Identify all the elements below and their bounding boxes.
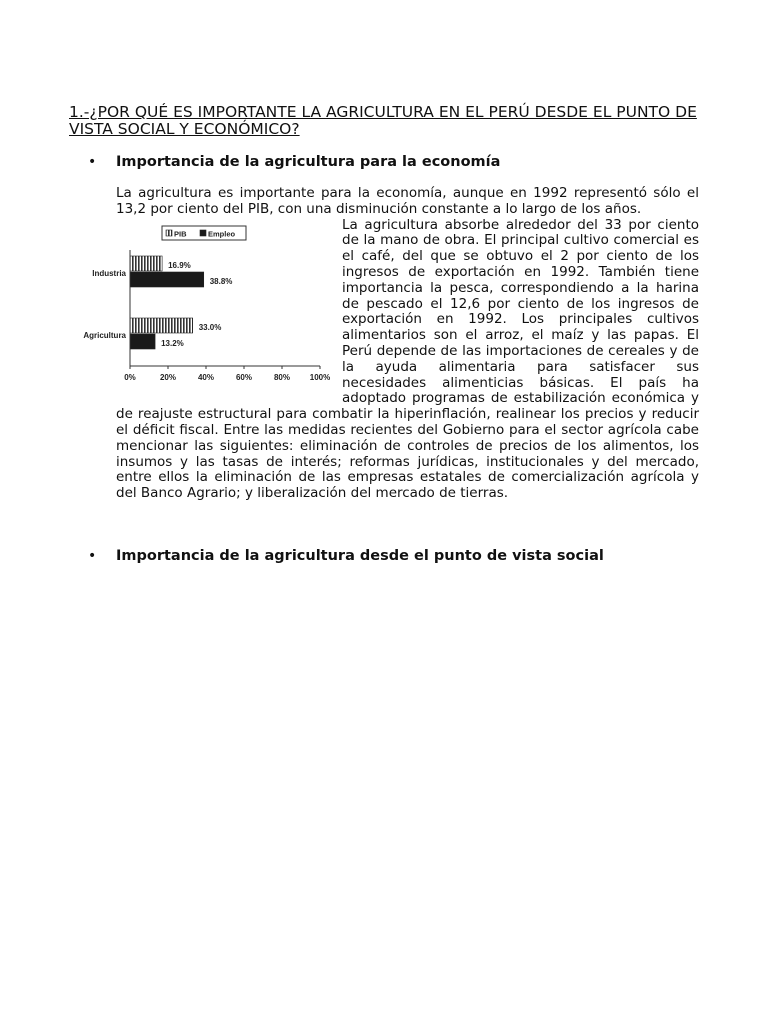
bullet-social <box>88 548 604 564</box>
bullet-economia <box>88 154 500 170</box>
x-tick-label: 80% <box>273 372 291 382</box>
legend-label-empleo: Empleo <box>208 229 236 239</box>
category-label-agricultura: Agricultura <box>83 330 126 340</box>
section-heading-economia: Importancia de la agricultura para la economía <box>116 154 501 170</box>
category-label-industria: Industria <box>92 268 126 278</box>
x-tick-label: 0% <box>124 372 136 382</box>
bar-industria-pib <box>130 256 162 271</box>
bar-agricultura-pib <box>130 318 193 333</box>
bar-chart-svg <box>66 220 336 396</box>
x-tick-label: 40% <box>197 372 215 382</box>
x-tick-label: 20% <box>159 372 177 382</box>
bar-industria-empleo <box>130 272 204 287</box>
bar-chart <box>66 220 336 396</box>
bullet-icon: • <box>88 154 97 170</box>
data-label-agricultura-empleo: 13.2% <box>161 338 184 348</box>
legend-label-pib: PIB <box>174 229 187 239</box>
legend-swatch-pib <box>166 230 172 236</box>
legend-swatch-empleo <box>200 230 206 236</box>
data-label-agricultura-pib: 33.0% <box>198 322 222 332</box>
x-tick-label: 100% <box>309 372 331 382</box>
x-tick-label: 60% <box>235 372 253 382</box>
paragraph-body: La agricultura absorbe alrededor del 33 por ciento de la mano de obra. El principal cultivo comercial es el café, del que se obtuvo el 2 por ciento de los ingresos de exportación en 1992. También tiene importancia la pesca, correspondiendo a la harina de pescado el 12,6 por ciento de los ingresos de exportación en 1992. Los principales cultivos alimentarios son el arroz, el maíz y las papas. El Perú depende de las importaciones de cereales y de la ayuda alimentaria para satisfacer sus necesidades alimenticias básicas. El país ha adoptado programas de estabilización económica y de reajuste estructural para combatir la hiperinflación, realinear los precios y reducir el déficit fiscal. Entre las medidas recientes del Gobierno para el sector agrícola cabe mencionar las siguientes: eliminación de controles de precios de los alimentos, los insumos y las tasas de interés; reformas jurídicas, institucionales y del mercado, entre ellos la eliminación de las empresas estatales de comercialización agrícola y del Banco Agrario; y liberalización del mercado de tierras. <box>116 216 699 502</box>
economia-paragraph <box>83 185 699 502</box>
bullet-icon: • <box>88 548 97 564</box>
data-label-industria-empleo: 38.8% <box>209 276 233 286</box>
data-label-industria-pib: 16.9% <box>168 260 191 270</box>
section-heading-social: Importancia de la agricultura desde el punto de vista social <box>116 548 604 564</box>
page-title: 1.-¿POR QUÉ ES IMPORTANTE LA AGRICULTURA EN EL PERÚ DESDE EL PUNTO DE VISTA SOCIAL Y ECONÓMICO? <box>69 103 697 138</box>
paragraph-intro: La agricultura es importante para la economía, aunque en 1992 representó sólo el 13,2 por ciento del PIB, con una disminución constante a lo largo de los años. <box>116 185 699 217</box>
bar-agricultura-empleo <box>130 334 155 349</box>
